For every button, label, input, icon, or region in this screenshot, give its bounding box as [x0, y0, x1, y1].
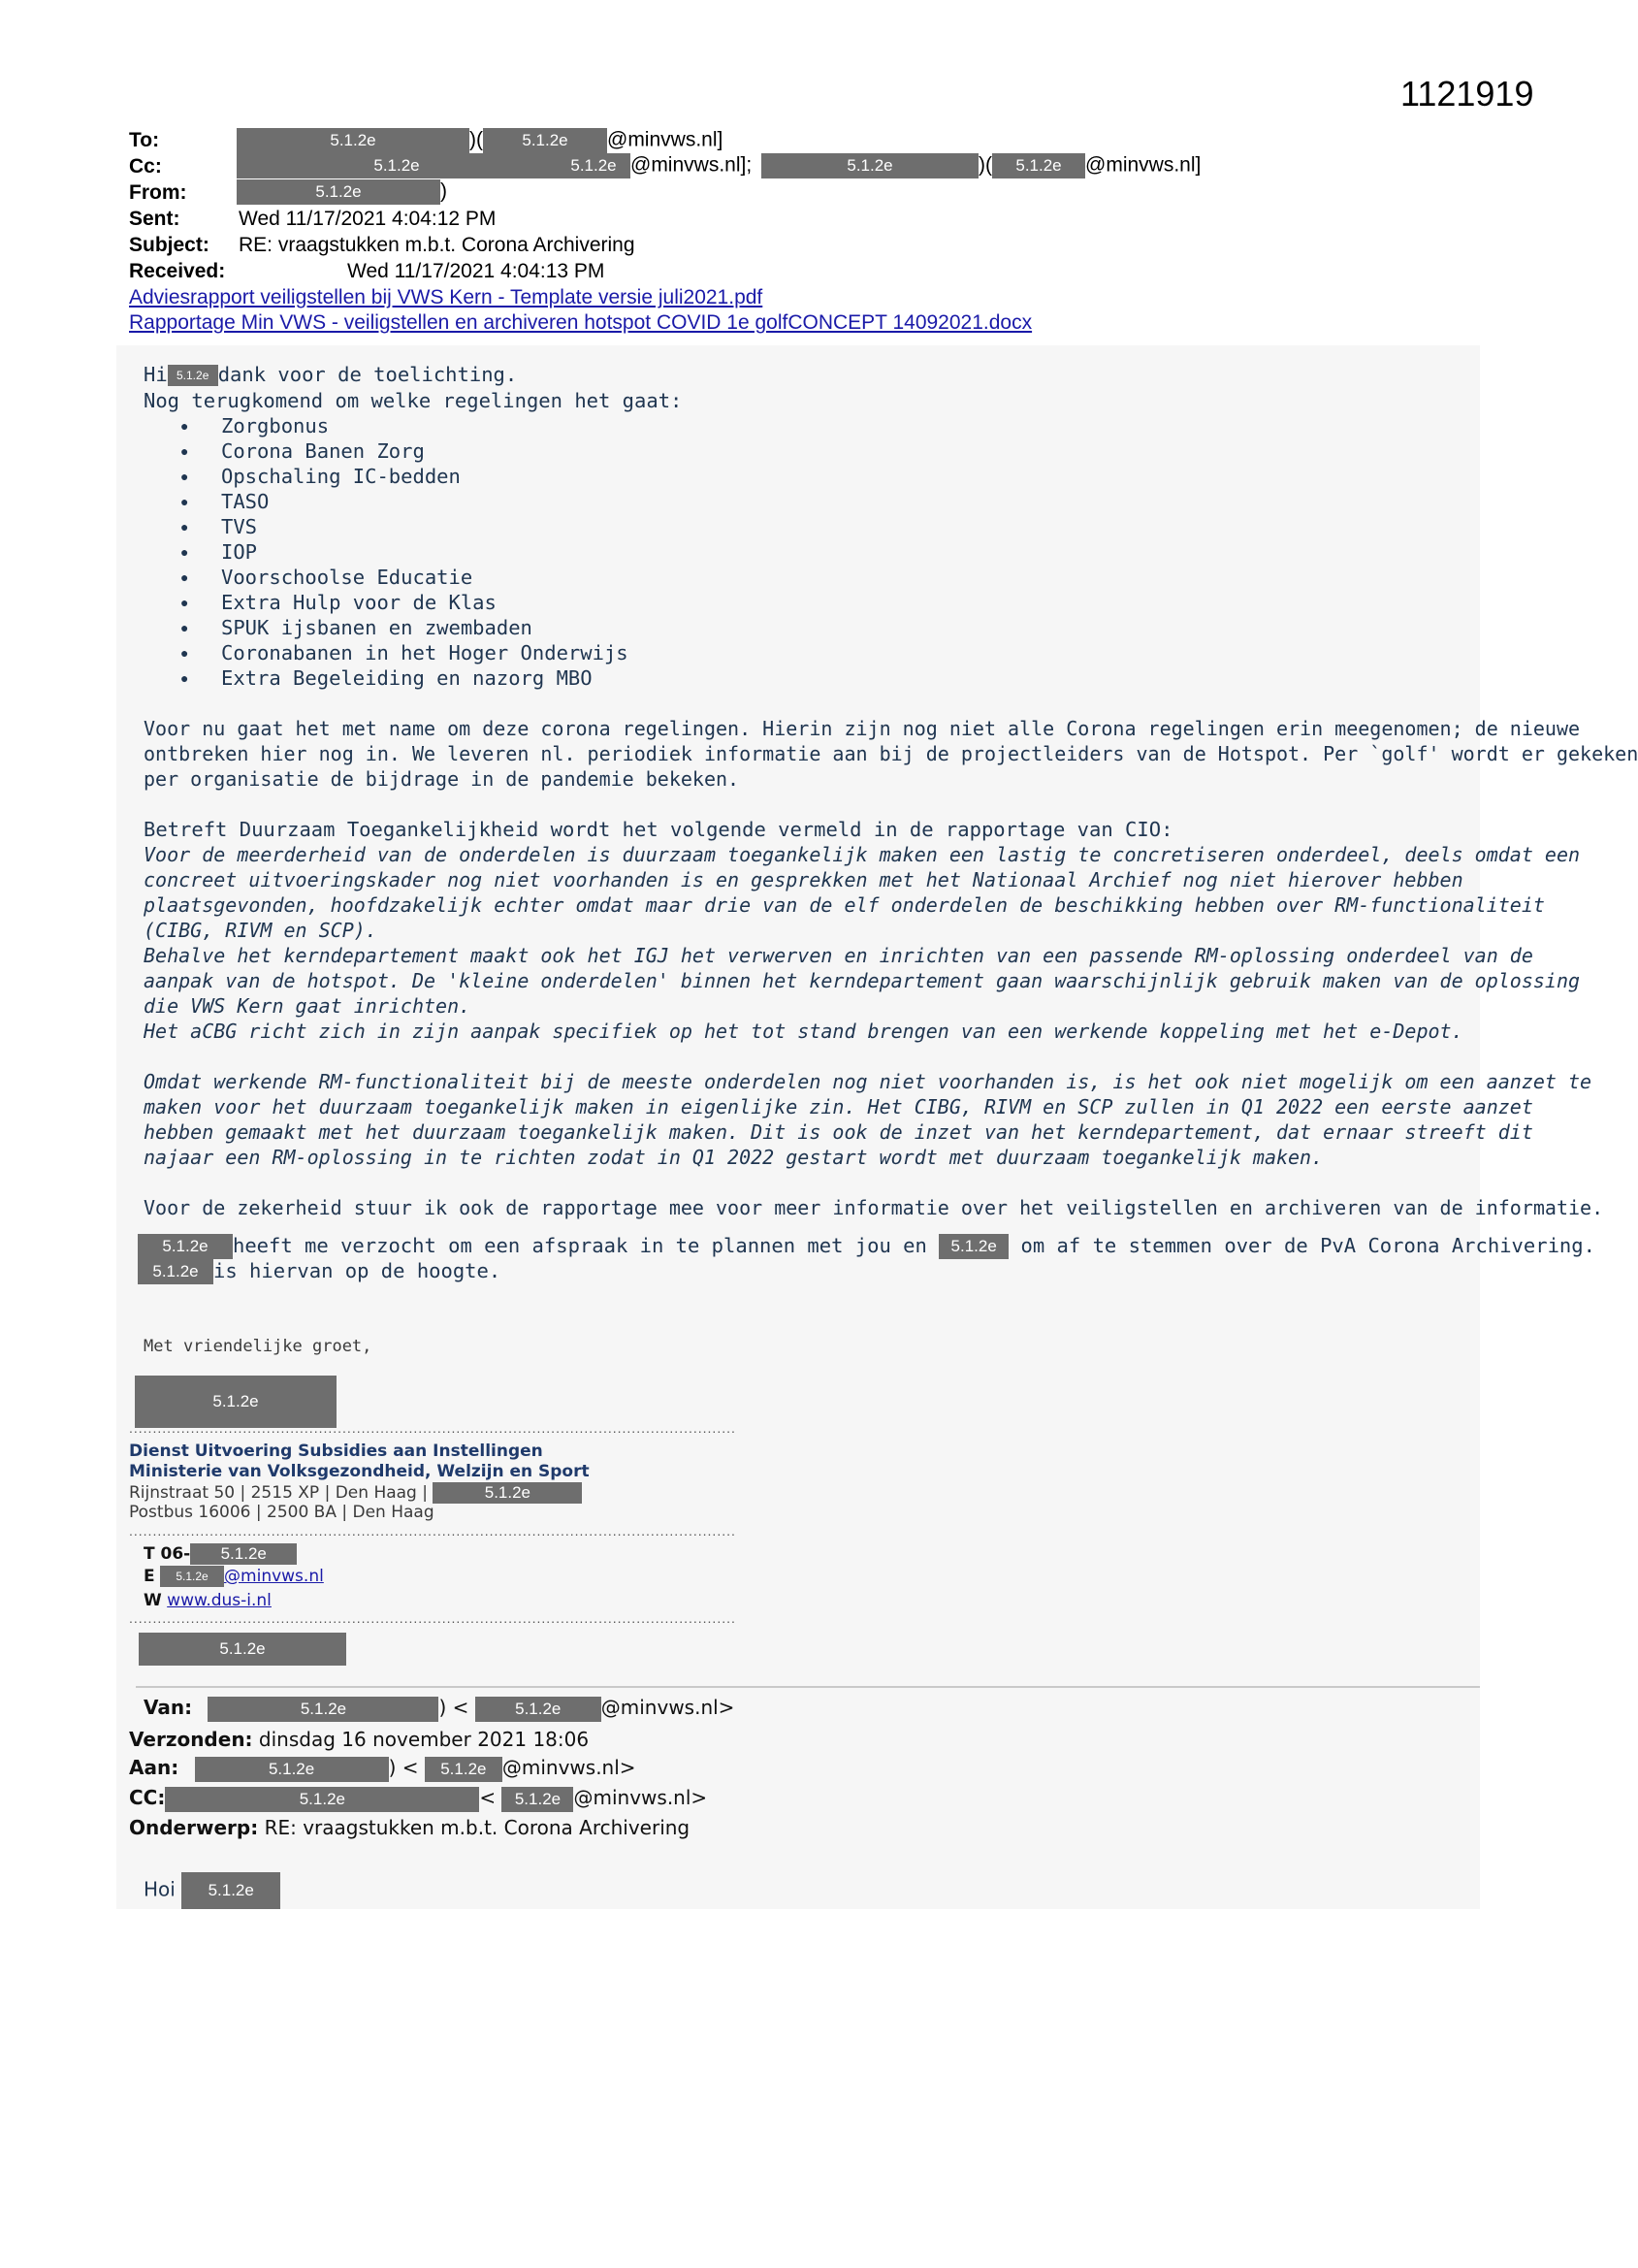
bullet-icon: ●: [180, 670, 189, 686]
fwd-subject: Onderwerp: RE: vraagstukken m.b.t. Corona Archivering: [129, 1816, 691, 1839]
cc-value: 5.1.2e 5.1.2e @minvws.nl]; 5.1.2e )( 5.1.2e @minvws.nl]: [237, 153, 1201, 178]
received-label: Received:: [129, 260, 226, 282]
cc-label: Cc:: [129, 155, 162, 178]
address: Rijnstraat 50 | 2515 XP | Den Haag | 5.1.2e: [129, 1482, 582, 1504]
paragraph-line: per organisatie de bijdrage in de pandemie bekeken.: [144, 767, 740, 791]
signature-name-redaction: 5.1.2e: [135, 1376, 337, 1428]
redaction: 5.1.2e: [483, 128, 607, 153]
to-label: To:: [129, 129, 160, 151]
redaction: 5.1.2e: [761, 153, 979, 178]
quote-line: plaatsgevonden, hoofdzakelijk echter omdat maar drie van de elf onderdelen de beschikking hebben over RM-functionaliteit: [144, 893, 1545, 917]
postbus: Postbus 16006 | 2500 BA | Den Haag: [129, 1503, 434, 1522]
redaction: 5.1.2e: [208, 1697, 438, 1722]
bullet-icon: ●: [180, 519, 189, 535]
redaction: 5.1.2e: [237, 153, 557, 178]
redaction: 5.1.2e: [139, 1633, 346, 1666]
subject-value: RE: vraagstukken m.b.t. Corona Archivering: [239, 234, 635, 256]
redaction: 5.1.2e: [475, 1697, 601, 1722]
redaction: 5.1.2e: [237, 128, 469, 153]
bullet-icon: ●: [180, 418, 189, 434]
email-link[interactable]: @minvws.nl: [224, 1567, 324, 1586]
quote-line: najaar een RM-oplossing in te richten zodat in Q1 2022 gestart wordt met duurzaam toegankelijk maken.: [144, 1146, 1324, 1169]
paragraph-line: 5.1.2e is hiervan op de hoogte.: [138, 1259, 500, 1284]
redaction: 5.1.2e: [557, 153, 630, 178]
quote-line: die VWS Kern gaat inrichten.: [144, 994, 471, 1018]
sent-label: Sent:: [129, 208, 180, 230]
greeting: Hi 5.1.2e dank voor de toelichting.: [144, 363, 518, 386]
paragraph-line: Voor nu gaat het met name om deze corona regelingen. Hierin zijn nog niet alle Corona regelingen erin meegenomen; de nieuwe: [144, 717, 1581, 740]
quote-line: maken voor het duurzaam toegankelijk maken in eigenlijke zin. Het CIBG, RIVM en SCP zullen in Q1 2022 een eerste aanzet: [144, 1095, 1533, 1118]
redaction: 5.1.2e: [425, 1757, 502, 1782]
document-number: 1121919: [1400, 74, 1534, 113]
redaction: 5.1.2e: [939, 1234, 1009, 1259]
redaction: 5.1.2e: [433, 1482, 582, 1504]
bullet-icon: ●: [180, 494, 189, 509]
redaction: 5.1.2e: [165, 1787, 479, 1812]
to-suffix: @minvws.nl]: [607, 128, 723, 151]
redaction: 5.1.2e: [992, 153, 1085, 178]
cc-suffix-2: @minvws.nl]: [1085, 153, 1202, 177]
bullet-icon: ●: [180, 569, 189, 585]
organisation-name: Dienst Uitvoering Subsidies aan Instellingen: [129, 1442, 543, 1461]
list-item: TVS: [221, 515, 258, 538]
divider: ................................................................................................................................: [129, 1523, 736, 1539]
list-item: Extra Hulp voor de Klas: [221, 591, 497, 614]
list-item: Extra Begeleiding en nazorg MBO: [221, 666, 593, 690]
subject-label: Subject:: [129, 234, 209, 256]
paragraph-line: 5.1.2e heeft me verzocht om een afspraak in te plannen met jou en 5.1.2e om af te stemmen over de PvA Corona Archivering.: [138, 1234, 1595, 1259]
intro-text: Nog terugkomend om welke regelingen het gaat:: [144, 389, 683, 412]
bullet-icon: ●: [180, 443, 189, 459]
bullet-icon: ●: [180, 645, 189, 661]
website-link[interactable]: www.dus-i.nl: [167, 1591, 272, 1610]
redaction: 5.1.2e: [501, 1787, 573, 1812]
attachment-link[interactable]: Rapportage Min VWS - veiligstellen en archiveren hotspot COVID 1e golfCONCEPT 14092021.docx: [129, 311, 1033, 334]
redaction: 5.1.2e: [237, 179, 440, 205]
quote-line: aanpak van de hotspot. De 'kleine onderdelen' binnen het kerndepartement gaan waarschijnlijk gebruik maken van de oplossing: [144, 969, 1581, 992]
bullet-icon: ●: [180, 544, 189, 560]
bullet-icon: ●: [180, 620, 189, 635]
quote-line: Het aCBG richt zich in zijn aanpak specifiek op het tot stand brengen van een werkende koppeling met het e-Depot.: [144, 1020, 1463, 1043]
fwd-greeting: Hoi 5.1.2e: [144, 1872, 280, 1909]
list-item: Corona Banen Zorg: [221, 439, 425, 463]
redaction: 5.1.2e: [195, 1757, 389, 1782]
bullet-icon: ●: [180, 469, 189, 484]
redaction: 5.1.2e: [168, 365, 218, 386]
paragraph-line: Voor de zekerheid stuur ik ook de rapportage mee voor meer informatie over het veiligstellen en archiveren van de informatie.: [144, 1196, 1604, 1219]
from-label: From:: [129, 181, 187, 204]
website-line: W www.dus-i.nl: [144, 1591, 272, 1610]
redaction: 5.1.2e: [160, 1566, 224, 1587]
fwd-sent: Verzonden: dinsdag 16 november 2021 18:06: [129, 1728, 590, 1751]
from-value: 5.1.2e ): [237, 179, 447, 205]
phone-line: T 06- 5.1.2e: [144, 1543, 297, 1565]
list-item: IOP: [221, 540, 258, 564]
redaction: 5.1.2e: [138, 1234, 233, 1259]
quote-line: (CIBG, RIVM en SCP).: [144, 919, 377, 942]
fwd-cc: CC: 5.1.2e < 5.1.2e @minvws.nl>: [129, 1786, 707, 1812]
fwd-to: Aan: 5.1.2e ) < 5.1.2e @minvws.nl>: [129, 1756, 636, 1782]
redaction: 5.1.2e: [190, 1543, 297, 1565]
paragraph-line: Betreft Duurzaam Toegankelijkheid wordt het volgende vermeld in de rapportage van CIO:: [144, 818, 1173, 841]
email-line: E 5.1.2e @minvws.nl: [144, 1567, 324, 1586]
attachment-link[interactable]: Adviesrapport veiligstellen bij VWS Kern - Template versie juli2021.pdf: [129, 286, 763, 308]
quote-line: Omdat werkende RM-functionaliteit bij de meeste onderdelen nog niet voorhanden is, is het ook niet mogelijk om een aanzet te: [144, 1070, 1592, 1093]
quote-line: hebben gemaakt met het duurzaam toegankelijk maken. Dit is ook de inzet van het kerndepartement, dat ernaar streeft dit: [144, 1120, 1533, 1144]
cc-suffix-1: @minvws.nl];: [630, 153, 753, 177]
bullet-icon: ●: [180, 595, 189, 610]
received-value: Wed 11/17/2021 4:04:13 PM: [347, 260, 605, 282]
ministry-name: Ministerie van Volksgezondheid, Welzijn en Sport: [129, 1462, 590, 1481]
redaction: 5.1.2e: [181, 1872, 280, 1909]
quote-line: Behalve het kerndepartement maakt ook het IGJ het verwerven en inrichten van een passende RM-oplossing onderdeel van de: [144, 944, 1533, 967]
list-item: Coronabanen in het Hoger Onderwijs: [221, 641, 628, 664]
divider: ................................................................................................................................: [129, 1420, 736, 1436]
list-item: SPUK ijsbanen en zwembaden: [221, 616, 532, 639]
separator: [136, 1686, 1480, 1688]
list-item: TASO: [221, 490, 270, 513]
divider: ................................................................................................................................: [129, 1610, 736, 1626]
sent-value: Wed 11/17/2021 4:04:12 PM: [239, 208, 497, 230]
quote-line: Voor de meerderheid van de onderdelen is duurzaam toegankelijk maken een lastig te concretiseren onderdeel, deels omdat een: [144, 843, 1581, 866]
list-item: Voorschoolse Educatie: [221, 566, 473, 589]
fwd-from: Van: 5.1.2e ) < 5.1.2e @minvws.nl>: [144, 1696, 734, 1722]
redaction: 5.1.2e: [138, 1259, 213, 1284]
paragraph-line: ontbreken hier nog in. We leveren nl. periodiek informatie aan bij de projectleiders van de Hotspot. Per `golf' wordt er gekeken: [144, 742, 1638, 765]
list-item: Opschaling IC-bedden: [221, 465, 461, 488]
list-item: Zorgbonus: [221, 414, 330, 437]
closing: Met vriendelijke groet,: [144, 1337, 372, 1356]
to-value: 5.1.2e )( 5.1.2e @minvws.nl]: [237, 128, 723, 153]
quote-line: concreet uitvoeringskader nog niet voorhanden is en gesprekken met het Nationaal Archief nog niet hierover hebben: [144, 868, 1463, 891]
